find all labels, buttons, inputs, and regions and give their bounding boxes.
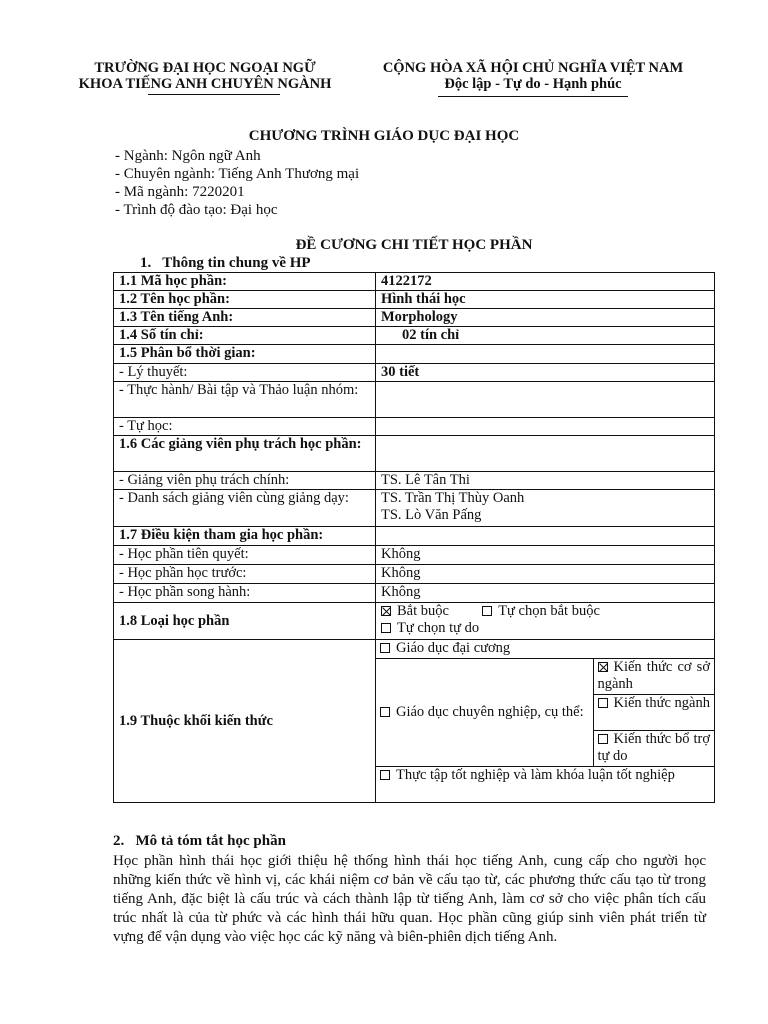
table-row <box>114 327 715 345</box>
type-label: 1.8 Loại học phần <box>114 603 376 640</box>
name-value: Hình thái học <box>376 291 715 309</box>
block-sub3-checkbox[interactable] <box>598 734 608 744</box>
block-general-checkbox[interactable] <box>380 643 390 653</box>
table-row <box>114 309 715 327</box>
english-name-label: 1.3 Tên tiếng Anh: <box>114 309 376 327</box>
co-lecturers-value <box>376 490 715 527</box>
section2-title: 2. Mô tả tóm tắt học phần <box>113 833 286 849</box>
program-info-level: - Trình độ đào tạo: Đại học <box>115 202 278 218</box>
co-lecturers-label: - Danh sách giảng viên cùng giảng dạy: <box>114 490 376 527</box>
table-row <box>114 291 715 309</box>
table-row <box>114 565 715 584</box>
selfstudy-value <box>376 418 715 436</box>
table-row <box>114 472 715 490</box>
program-title: CHƯƠNG TRÌNH GIÁO DỤC ĐẠI HỌC <box>248 128 520 144</box>
practice-label: - Thực hành/ Bài tập và Thảo luận nhóm: <box>114 382 376 418</box>
table-row <box>114 640 715 803</box>
code-value: 4122172 <box>376 273 715 291</box>
lecturers-value <box>376 436 715 472</box>
block-internship-label: Thực tập tốt nghiệp và làm khóa luận tốt nghiệp <box>396 766 675 783</box>
block-professional-checkbox[interactable] <box>380 707 390 717</box>
motto-underline <box>438 96 628 97</box>
table-row <box>114 436 715 472</box>
block-sub2-checkbox[interactable] <box>598 698 608 708</box>
table-row <box>114 546 715 565</box>
table-row <box>114 382 715 418</box>
block-general-label: Giáo dục đại cương <box>396 640 511 656</box>
co-lecturer-1: TS. Trần Thị Thùy Oanh <box>381 490 525 506</box>
table-row <box>114 345 715 364</box>
table-row <box>114 273 715 291</box>
type-opt2-checkbox[interactable] <box>482 606 492 616</box>
block-sub3-label: Kiến thức bổ trợ tự do <box>597 730 710 764</box>
parallel-value: Không <box>376 584 715 603</box>
block-sub1-checkbox[interactable] <box>598 662 608 672</box>
main-lecturer-label: - Giảng viên phụ trách chính: <box>114 472 376 490</box>
university-name: TRƯỜNG ĐẠI HỌC NGOẠI NGỮ <box>94 60 316 76</box>
table-row <box>114 490 715 527</box>
table-row <box>114 418 715 436</box>
credits-value: 02 tín chỉ <box>376 327 715 345</box>
block-professional-label: Giáo dục chuyên nghiệp, cụ thể: <box>396 703 584 720</box>
name-label: 1.2 Tên học phần: <box>114 291 376 309</box>
program-info-code: - Mã ngành: 7220201 <box>115 184 245 200</box>
table-row <box>114 603 715 640</box>
faculty-underline <box>148 94 280 95</box>
co-lecturer-2: TS. Lò Văn Pấng <box>381 507 482 523</box>
program-info-major: - Ngành: Ngôn ngữ Anh <box>115 148 261 164</box>
time-label: 1.5 Phân bổ thời gian: <box>114 345 376 364</box>
type-opt1-label: Bắt buộc <box>397 603 449 619</box>
before-label: - Học phần học trước: <box>114 565 376 584</box>
faculty-name: KHOA TIẾNG ANH CHUYÊN NGÀNH <box>78 76 332 92</box>
code-label: 1.1 Mã học phần: <box>114 273 376 291</box>
english-name-value: Morphology <box>376 309 715 327</box>
type-opt3-label: Tự chọn tự do <box>397 620 480 636</box>
prereq-value: Không <box>376 546 715 565</box>
time-value <box>376 345 715 364</box>
table-row <box>114 364 715 382</box>
country-name: CỘNG HÒA XÃ HỘI CHỦ NGHĨA VIỆT NAM <box>382 60 684 76</box>
table-row <box>114 527 715 546</box>
conditions-label: 1.7 Điều kiện tham gia học phần: <box>114 527 376 546</box>
type-options <box>376 603 715 640</box>
table-row <box>114 584 715 603</box>
syllabus-title: ĐỀ CƯƠNG CHI TIẾT HỌC PHẦN <box>295 237 533 253</box>
course-info-table <box>113 272 715 803</box>
program-info-specialization: - Chuyên ngành: Tiếng Anh Thương mại <box>115 166 360 182</box>
before-value: Không <box>376 565 715 584</box>
block-sub2-label: Kiến thức ngành <box>613 694 710 711</box>
type-opt3-checkbox[interactable] <box>381 623 391 633</box>
main-lecturer-value: TS. Lê Tân Thi <box>376 472 715 490</box>
block-internship-checkbox[interactable] <box>380 770 390 780</box>
credits-label: 1.4 Số tín chỉ: <box>114 327 376 345</box>
prereq-label: - Học phần tiên quyết: <box>114 546 376 565</box>
country-motto: Độc lập - Tự do - Hạnh phúc <box>444 76 622 92</box>
parallel-label: - Học phần song hành: <box>114 584 376 603</box>
section1-title: 1. Thông tin chung về HP <box>140 255 311 271</box>
lecturers-label: 1.6 Các giảng viên phụ trách học phần: <box>114 436 376 472</box>
practice-value <box>376 382 715 418</box>
block-sub1-label: Kiến thức cơ sở ngành <box>597 658 710 692</box>
block-label: 1.9 Thuộc khối kiến thức <box>114 640 376 803</box>
type-opt2-label: Tự chọn bắt buộc <box>498 603 600 619</box>
conditions-value <box>376 527 715 546</box>
selfstudy-label: - Tự học: <box>114 418 376 436</box>
type-opt1-checkbox[interactable] <box>381 606 391 616</box>
theory-value: 30 tiết <box>376 364 715 382</box>
theory-label: - Lý thuyết: <box>114 364 376 382</box>
section2-description: Học phần hình thái học giới thiệu hệ thống hình thái học tiếng Anh, cung cấp cho người học những kiến thức về hình vị, các khái niệm cơ bản về cấu tạo từ, các phương thức cấu tạo từ trong tiếng Anh, đặc biệt là cấu trúc và cách thành lập từ tiếng Anh, làm cơ sở cho việc phân tích cấu trúc nhất là của từ phức và các hình thái hữu quan. Học phần cũng giúp sinh viên phát triển từ vựng để vận dụng vào việc học các kỹ năng và biên-phiên dịch tiếng Anh. <box>113 853 706 945</box>
block-options <box>376 640 715 803</box>
